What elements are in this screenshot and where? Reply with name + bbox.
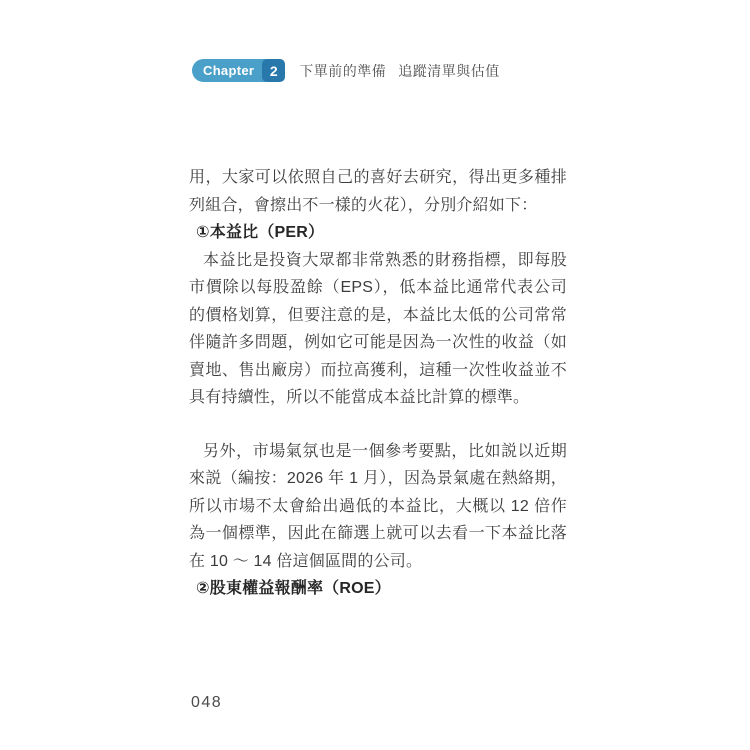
body-paragraph-continuation: 用，大家可以依照自己的喜好去研究，得出更多種排列組合，會擦出不一樣的火花），分別介紹如下： xyxy=(189,169,567,214)
chapter-title xyxy=(299,61,500,81)
chapter-header xyxy=(192,59,500,82)
page-number: 048 xyxy=(191,694,223,711)
section-heading-per: ①本益比（PER） xyxy=(196,224,325,241)
chapter-badge-number: 2 xyxy=(262,59,285,82)
chapter-title-part1: 下單前的準備 xyxy=(299,62,387,79)
chapter-badge-label: Chapter xyxy=(203,63,255,78)
section-heading-roe: ②股東權益報酬率（ROE） xyxy=(196,580,391,597)
chapter-title-part2: 追蹤清單與估值 xyxy=(398,62,500,79)
chapter-badge xyxy=(192,59,285,82)
body-paragraph-market-sentiment: 另外，市場氣氛也是一個參考要點，比如説以近期來説（編按：2026 年 1 月），因為景氣處在熱絡期，所以市場不太會給出過低的本益比，大概以 12 倍作為一個標準，因此在篩選上就可以去看一下本益比落在 10 ～ 14 倍這個區間的公司。 xyxy=(189,442,567,570)
page-body xyxy=(189,164,567,603)
body-paragraph-per: 本益比是投資大眾都非常熟悉的財務指標，即每股市價除以每股盈餘（EPS），低本益比通常代表公司的價格划算，但要注意的是，本益比太低的公司常常伴隨許多問題，例如它可能是因為一次性的收益（如賣地、售出廠房）而拉高獲利，這種一次性收益並不具有持續性，所以不能當成本益比計算的標準。 xyxy=(189,251,567,406)
